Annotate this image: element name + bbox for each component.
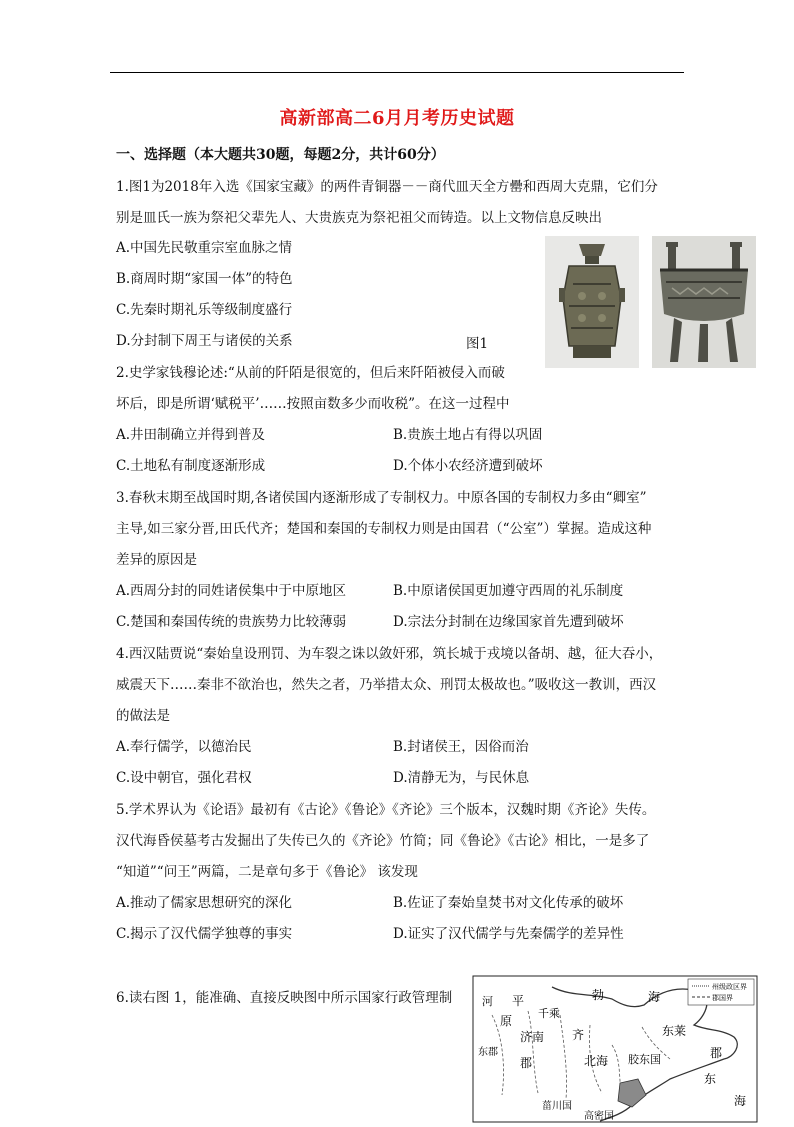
bronze-ding-photo xyxy=(652,236,756,368)
q1-option-c: C.先秦时期礼乐等级制度盛行 xyxy=(116,302,293,318)
map-label: 平 xyxy=(512,994,525,1008)
q3-option-d: D.宗法分封制在边缘国家首先遭到破坏 xyxy=(393,614,624,630)
q4-option-d: D.清静无为，与民休息 xyxy=(393,770,530,786)
question-2-line-2: 坏后，即是所谓‘赋税平’……按照亩数多少而收税”。在这一过程中 xyxy=(116,396,510,412)
q5-option-d: D.证实了汉代儒学与先秦儒学的差异性 xyxy=(393,926,624,942)
q4-option-a: A.奉行儒学，以德治民 xyxy=(116,739,252,755)
q4-option-b: B.封诸侯王，因俗而治 xyxy=(393,739,529,755)
q2-option-c: C.土地私有制度逐渐形成 xyxy=(116,458,266,474)
map-label: 胶东国 xyxy=(628,1053,661,1066)
bronze-lei-photo xyxy=(545,236,639,368)
han-commandery-map xyxy=(472,975,758,1127)
map-label: 菑川国 xyxy=(542,1101,572,1112)
map-label: 海 xyxy=(734,1094,747,1108)
question-3-line-1: 3.春秋末期至战国时期,各诸侯国内逐渐形成了专制权力。中原各国的专制权力多由“卿室” xyxy=(116,490,647,506)
map-label: 东莱 xyxy=(662,1024,687,1038)
map-label: 济南 xyxy=(520,1030,545,1044)
question-6-line-1: 6.读右图 1，能准确、直接反映图中所示国家行政管理制 xyxy=(116,990,453,1006)
map-label: 东郡 xyxy=(478,1047,498,1058)
question-4-line-3: 的做法是 xyxy=(116,708,170,724)
map-label: 郡 xyxy=(520,1056,533,1070)
q5-option-c: C.揭示了汉代儒学独尊的事实 xyxy=(116,926,293,942)
q3-option-a: A.西周分封的同姓诸侯集中于中原地区 xyxy=(116,583,347,599)
question-4-line-2: 威震天下……秦非不欲治也，然失之者，乃举措太众、刑罚太极故也。”吸收这一教训，西汉 xyxy=(116,677,657,693)
legend-commandery: 郡国界 xyxy=(712,994,733,1002)
q1-option-d: D.分封制下周王与诸侯的关系 xyxy=(116,333,293,349)
q5-option-a: A.推动了儒家思想研究的深化 xyxy=(116,895,293,911)
question-5-line-1: 5.学术界认为《论语》最初有《古论》《鲁论》《齐论》三个版本，汉魏时期《齐论》失传。 xyxy=(116,802,656,818)
map-label: 东 xyxy=(704,1072,717,1086)
q3-option-c: C.楚国和秦国传统的贵族势力比较薄弱 xyxy=(116,614,347,630)
q3-option-b: B.中原诸侯国更加遵守西周的礼乐制度 xyxy=(393,583,624,599)
map-label: 海 xyxy=(648,990,661,1004)
question-2-line-1: 2.史学家钱穆论述:“从前的阡陌是很宽的，但后来阡陌被侵入而破 xyxy=(116,365,505,381)
question-5-line-2: 汉代海昏侯墓考古发掘出了失传已久的《齐论》竹简；同《鲁论》《古论》相比，一是多了 xyxy=(116,833,650,849)
header-rule xyxy=(110,72,684,73)
question-3-line-2: 主导,如三家分晋,田氏代齐；楚国和秦国的专制权力则是由国君（“公室”）掌握。造成这种 xyxy=(116,521,652,537)
section-heading: 一、选择题（本大题共30题，每题2分，共计60分） xyxy=(116,147,445,163)
map-label: 河 xyxy=(482,995,493,1008)
q1-option-b: B.商周时期“家国一体”的特色 xyxy=(116,271,293,287)
map-label: 北海 xyxy=(584,1054,609,1068)
map-label: 郡 xyxy=(710,1046,723,1060)
legend-province: 州级政区界 xyxy=(712,983,747,991)
q4-option-c: C.设中朝官，强化君权 xyxy=(116,770,252,786)
map-label: 高密国 xyxy=(584,1111,614,1122)
q2-option-b: B.贵族土地占有得以巩固 xyxy=(393,427,543,443)
q2-option-d: D.个体小农经济遭到破坏 xyxy=(393,458,543,474)
map-label: 千乘 xyxy=(538,1007,560,1020)
question-4-line-1: 4.西汉陆贾说“秦始皇设刑罚、为车裂之诛以敛奸邪，筑长城于戎境以备胡、越，征大吞小， xyxy=(116,646,663,662)
q5-option-b: B.佐证了秦始皇焚书对文化传承的破坏 xyxy=(393,895,624,911)
map-label: 原 xyxy=(500,1014,513,1028)
q1-option-a: A.中国先民敬重宗室血脉之情 xyxy=(116,240,293,256)
q2-option-a: A.井田制确立并得到普及 xyxy=(116,427,266,443)
question-3-line-3: 差异的原因是 xyxy=(116,552,197,568)
question-5-line-3: “知道”“问王”两篇，二是章句多于《鲁论》 该发现 xyxy=(116,864,418,880)
map-label: 齐 xyxy=(572,1028,585,1042)
page-title: 高新部高二6月月考历史试题 xyxy=(279,108,515,129)
map-label: 勃 xyxy=(592,988,605,1002)
figure-1-label: 图1 xyxy=(466,336,489,352)
question-1-line-1: 1.图1为2018年入选《国家宝藏》的两件青铜器－－商代皿天全方罍和西周大克鼎，它们分 xyxy=(116,179,658,195)
question-1-line-2: 别是皿氏一族为祭祀父辈先人、大贵族克为祭祀祖父而铸造。以上文物信息反映出 xyxy=(116,210,602,226)
